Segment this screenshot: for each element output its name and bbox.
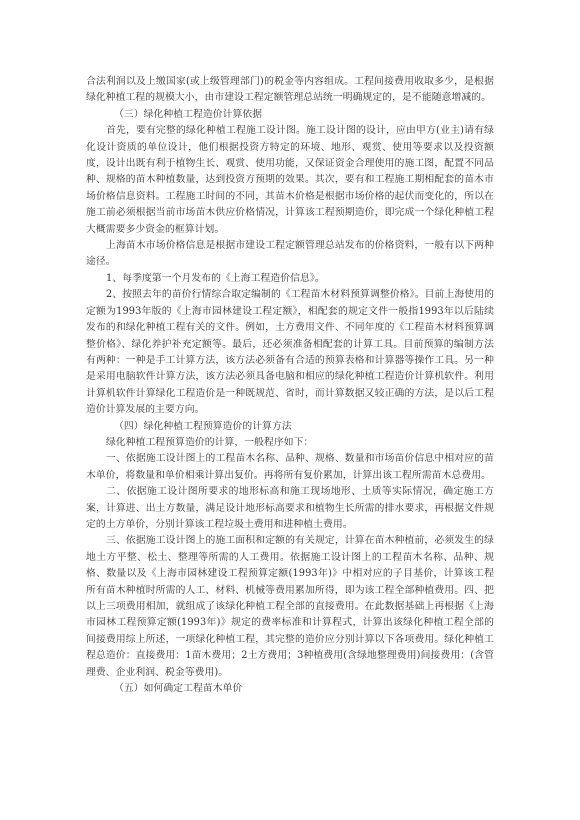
section-heading-5: （五）如何确定工程苗木单价 [114, 683, 243, 695]
section-heading-3: （三）绿化种植工程造价计算依据 [114, 108, 263, 120]
paragraph-design-basis: 首先，要有完整的绿化种植工程施工设计图。施工设计图的设计，应由甲方(业主)请有绿化设计资质的单位设计，他们根据投资方特定的环境、地形、观赏、使用等要求以及投资额度，设计出既有利于植物生长、观赏、使用功能，又保证资金合理使用的施工图，配置不同品种、规格的苗木种植数量，达到投资方预期的效果。其次，要有和工程施工期相配套的苗木市场价格信息资料。工程施工时间的不同，其苗木价格是根据市场价格的起伏而变化的，所以在施工前必须根据当前市场苗木供应价格情况，计算该工程预期造价，即完成一个绿化种植工程大概需要多少资金的框算计划。 [86, 125, 494, 235]
step-two: 二、依据施工设计图所要求的地形标高和施工现场地形、土质等实际情况，确定施工方案，计算进、出土方数量，满足设计地形标高要求和植物生长所需的排水要求，再根据文件规定的土方单价，分别计算该工程垃圾土费用和进种植土费用。 [86, 486, 494, 530]
step-one: 一、依据施工设计图上的工程苗木名称、品种、规格、数量和市场苗价信息中相对应的苗木单价，将数量和单价相乘计算出复价。再将所有复价累加，计算出该工程所需苗木总费用。 [86, 453, 494, 481]
list-item-1: 1、每季度第一个月发布的《上海工程造价信息》。 [106, 272, 325, 284]
section-heading-4: （四）绿化种植工程预算造价的计算方法 [114, 420, 292, 432]
paragraph-price-info: 上海苗木市场价格信息是根据市建设工程定额管理总站发布的价格资料，一般有以下两种途径。 [86, 240, 494, 268]
step-three: 三、依据施工设计图上的施工面积和定额的有关规定，计算在苗木种植前，必须发生的绿地土方平整、松土、整理等所需的人工费用。依据施工设计图上的工程苗木名称、品种、规格、数量以及《上海市园林建设工程预算定额(1993年)》中相对应的子目基价，计算该工程所有苗木种植时所需的人工、材料、机械等费用累加所得，即为该工程全部种植费用。四、把以上三项费用相加，就组成了该绿化种植工程全部的直接费用。在此数据基础上再根据《上海市园林工程预算定额(1993年)》规定的费率标准和计算程式，计算出该绿化种植工程全部的间接费用综上所述，一项绿化种植工程，其完整的造价应分别计算以下各项费用。绿化种植工程总造价：直接费用：1苗木费用；2土方费用；3种植费用(含绿地整理费用)间接费用：(含管理费、企业利润、税金等费用)。 [86, 535, 494, 678]
paragraph-cost-composition: 合法利润以及上缴国家(或上级管理部门)的税金等内容组成。工程间接费用收取多少，是根据绿化种植工程的规模大小，由市建设工程定额管理总站统一明确规定的，是不能随意增减的。 [86, 76, 494, 104]
paragraph-procedure-intro: 绿化种植工程预算造价的计算，一般程序如下： [106, 436, 314, 448]
list-item-2: 2、按照去年的苗价行情综合取定编制的《工程苗木材料预算调整价格》。目前上海使用的定额为1993年版的《上海市园林建设工程定额》，相配套的规定文件一般指1993年以后陆续发布的和绿化种植工程有关的文件。例如，土方费用文件、不同年度的《工程苗木材料预算调整价格》、绿化养护补充定额等。最后，还必须准备相配套的计算工具。目前预算的编制方法有两种：一种是手工计算方法，该方法必须备有合适的预算表格和计算器等操作工具。另一种是采用电脑软件计算方法，该方法必须具备电脑和相应的绿化种植工程造价计算机软件。利用计算机软件计算绿化工程造价是一种既规范、省时，而计算数据又较正确的方法，是以后工程造价计算发展的主要方向。 [86, 289, 494, 416]
